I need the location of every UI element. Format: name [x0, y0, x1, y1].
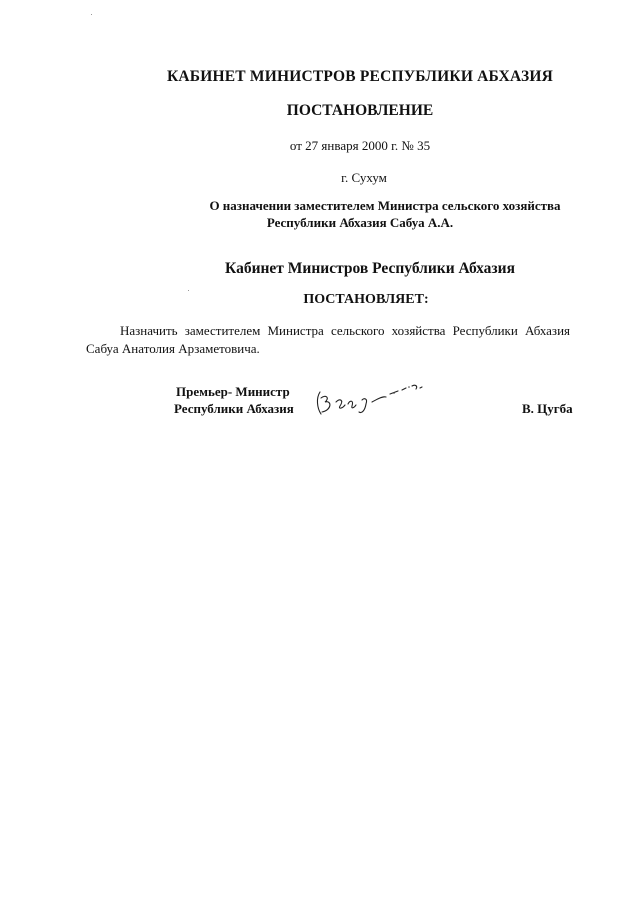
scan-speck	[188, 290, 189, 291]
scan-speck	[91, 14, 92, 15]
issuer-heading: Кабинет Министров Республики Абхазия	[225, 260, 515, 277]
decree-body-paragraph: Назначить заместителем Министра сельского хозяйства Республики Абхазия Сабуа Анатолия Арзаметовича.	[86, 323, 570, 356]
decree-word: ПОСТАНОВЛЯЕТ:	[303, 292, 429, 307]
cabinet-heading: КАБИНЕТ МИНИСТРОВ РЕСПУБЛИКИ АБХАЗИЯ	[166, 68, 554, 85]
handwritten-signature	[312, 378, 432, 420]
signatory-name: В. Цугба	[522, 401, 573, 416]
document-type-title: ПОСТАНОВЛЕНИЕ	[286, 102, 434, 119]
city-line: г. Сухум	[341, 170, 387, 185]
subject-line-2: Республики Абхазия Сабуа А.А.	[266, 215, 454, 230]
date-and-number: от 27 января 2000 г. № 35	[289, 138, 431, 153]
signatory-title-line-1: Премьер- Министр	[176, 384, 290, 399]
subject-line-1: О назначении заместителем Министра сельского хозяйства	[209, 198, 561, 213]
signatory-title-line-2: Республики Абхазия	[174, 401, 294, 416]
